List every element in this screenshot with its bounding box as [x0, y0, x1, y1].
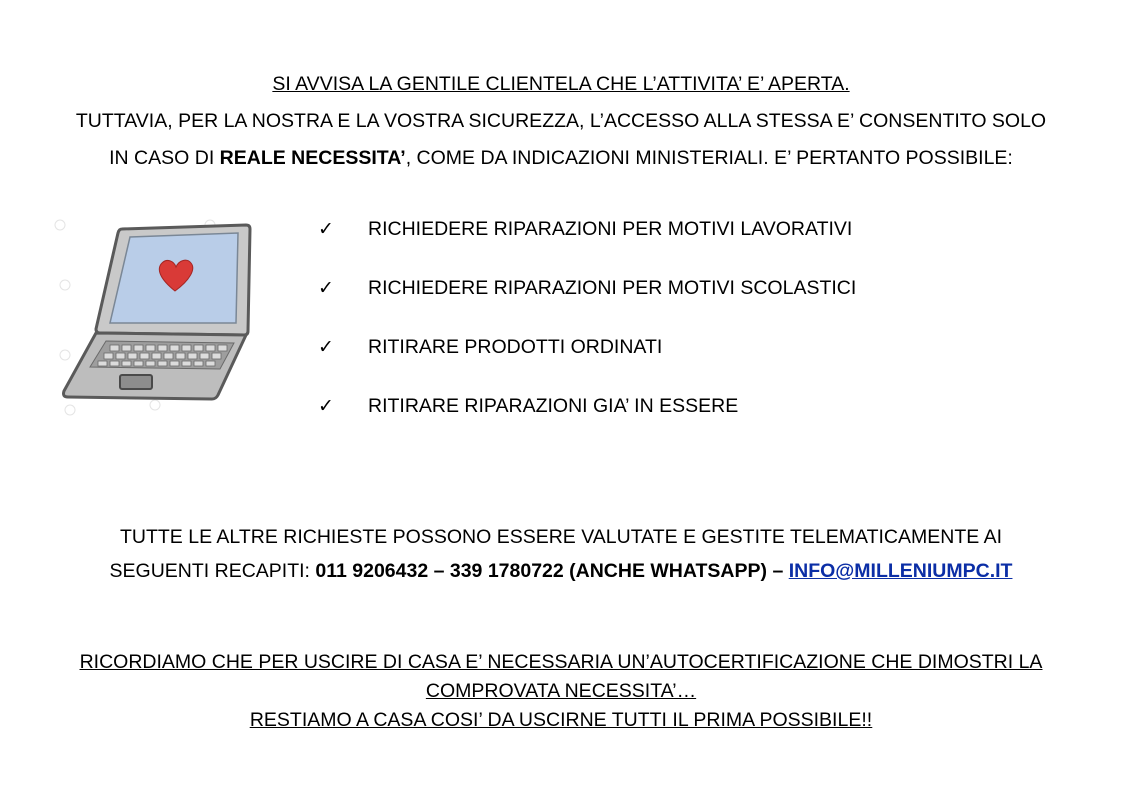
contacts-label: SEGUENTI RECAPITI:: [109, 560, 316, 582]
contacts-line-intro: TUTTE LE ALTRE RICHIESTE POSSONO ESSERE VALUTATE E GESTITE TELEMATICAMENTE AI: [119, 526, 1002, 548]
self-certification-reminder: [0, 648, 1122, 735]
reminder-line-2: COMPROVATA NECESSITA’…: [425, 680, 697, 702]
contacts-line-details: [0, 554, 1122, 588]
list-item-label: RITIRARE RIPARAZIONI GIA’ IN ESSERE: [368, 395, 739, 417]
checkmark-icon: ✓: [318, 277, 334, 299]
list-item-label: RICHIEDERE RIPARAZIONI PER MOTIVI LAVORATIVI: [368, 218, 853, 240]
intro-line-open: SI AVVISA LA GENTILE CLIENTELA CHE L’ATTIVITA’ E’ APERTA.: [272, 73, 850, 95]
real-necessity-text: REALE NECESSITA’: [219, 147, 406, 169]
intro-line-necessity: [0, 140, 1122, 177]
phone-numbers: 011 9206432 – 339 1780722 (ANCHE WHATSAPP) –: [315, 560, 789, 582]
reminder-line-3: RESTIAMO A CASA COSI’ DA USCIRNE TUTTI IL PRIMA POSSIBILE!!: [249, 709, 873, 731]
reminder-line-1: RICORDIAMO CHE PER USCIRE DI CASA E’ NECESSARIA UN’AUTOCERTIFICAZIONE CHE DIMOSTRI LA: [79, 651, 1043, 673]
list-item: [318, 271, 856, 330]
intro-notice: [0, 66, 1122, 177]
list-item: [318, 389, 856, 448]
laptop-with-heart-icon: [50, 205, 260, 420]
checkmark-icon: ✓: [318, 395, 334, 417]
list-item: [318, 212, 856, 271]
list-item-label: RITIRARE PRODOTTI ORDINATI: [368, 336, 663, 358]
list-item: [318, 330, 856, 389]
checkmark-icon: ✓: [318, 336, 334, 358]
allowed-actions-list: [318, 212, 856, 448]
list-item-label: RICHIEDERE RIPARAZIONI PER MOTIVI SCOLASTICI: [368, 277, 857, 299]
intro-line-safety: TUTTAVIA, PER LA NOSTRA E LA VOSTRA SICUREZZA, L’ACCESSO ALLA STESSA E’ CONSENTITO SOLO: [75, 110, 1047, 132]
checkmark-icon: ✓: [318, 218, 334, 240]
intro-line3-before: IN CASO DI: [109, 147, 220, 169]
email-link[interactable]: INFO@MILLENIUMPC.IT: [788, 560, 1013, 582]
contact-info: [0, 520, 1122, 588]
intro-line3-after: , COME DA INDICAZIONI MINISTERIALI. E’ PERTANTO POSSIBILE:: [405, 147, 1013, 169]
